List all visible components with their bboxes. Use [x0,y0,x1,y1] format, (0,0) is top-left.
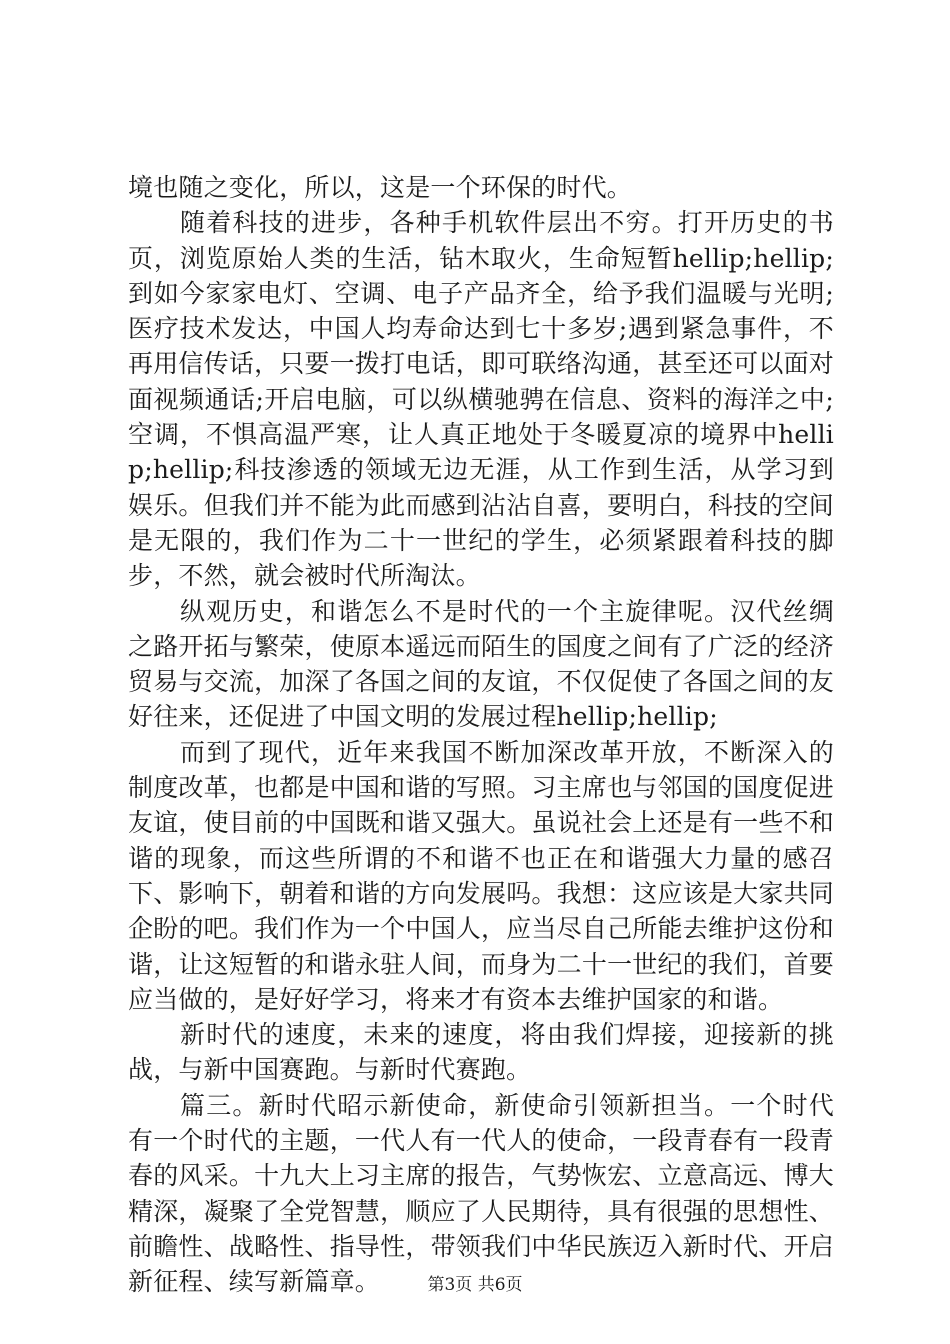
paragraph-part-three: 篇三。新时代昭示新使命，新使命引领新担当。一个时代有一个时代的主题，一代人有一代人的使命，一段青春有一段青春的风采。十九大上习主席的报告，气势恢宏、立意高远、博大精深，凝聚了全党智慧，顺应了人民期待，具有很强的思想性、前瞻性、战略性、指导性，带领我们中华民族迈入新时代、开启新征程、续写新篇章。 [128,1090,834,1297]
page-footer: 第3页 共6页 [427,1275,523,1295]
body-text [128,170,834,1300]
paragraph-new-era-speed: 新时代的速度，未来的速度，将由我们焊接，迎接新的挑战，与新中国赛跑。与新时代赛跑。 [128,1020,834,1085]
paragraph-modern-harmony: 而到了现代，近年来我国不断加深改革开放，不断深入的制度改革，也都是中国和谐的写照。习主席也与邻国的国度促进友谊，使目前的中国既和谐又强大。虽说社会上还是有一些不和谐的现象，而这些所谓的不和谐不也正在和谐强大力量的感召下、影响下，朝着和谐的方向发展吗。我想：这应该是大家共同企盼的吧。我们作为一个中国人，应当尽自己所能去维护这份和谐，让这短暂的和谐永驻人间，而身为二十一世纪的我们，首要应当做的，是好好学习，将来才有资本去维护国家的和谐。 [128,737,834,1014]
paragraph-technology: 随着科技的进步，各种手机软件层出不穷。打开历史的书页，浏览原始人类的生活，钻木取火，生命短暂hellip;hellip;到如今家家电灯、空调、电子产品齐全，给予我们温暖与光明;医疗技术发达，中国人均寿命达到七十多岁;遇到紧急事件，不再用信传话，只要一拨打电话，即可联络沟通，甚至还可以面对面视频通话;开启电脑，可以纵横驰骋在信息、资料的海洋之中;空调，不惧高温严寒，让人真正地处于冬暖夏凉的境界中hellip;hellip;科技渗透的领域无边无涯，从工作到生活，从学习到娱乐。但我们并不能为此而感到沾沾自喜，要明白，科技的空间是无限的，我们作为二十一世纪的学生，必须紧跟着科技的脚步，不然，就会被时代所淘汰。 [128,208,834,591]
paragraph-continuation: 境也随之变化，所以，这是一个环保的时代。 [128,173,633,202]
paragraph-harmony-history: 纵观历史，和谐怎么不是时代的一个主旋律呢。汉代丝绸之路开拓与繁荣，使原本遥远而陌生的国度之间有了广泛的经济贸易与交流，加深了各国之间的友谊，不仅促使了各国之间的友好往来，还促进了中国文明的发展过程hellip;hellip; [128,596,834,732]
